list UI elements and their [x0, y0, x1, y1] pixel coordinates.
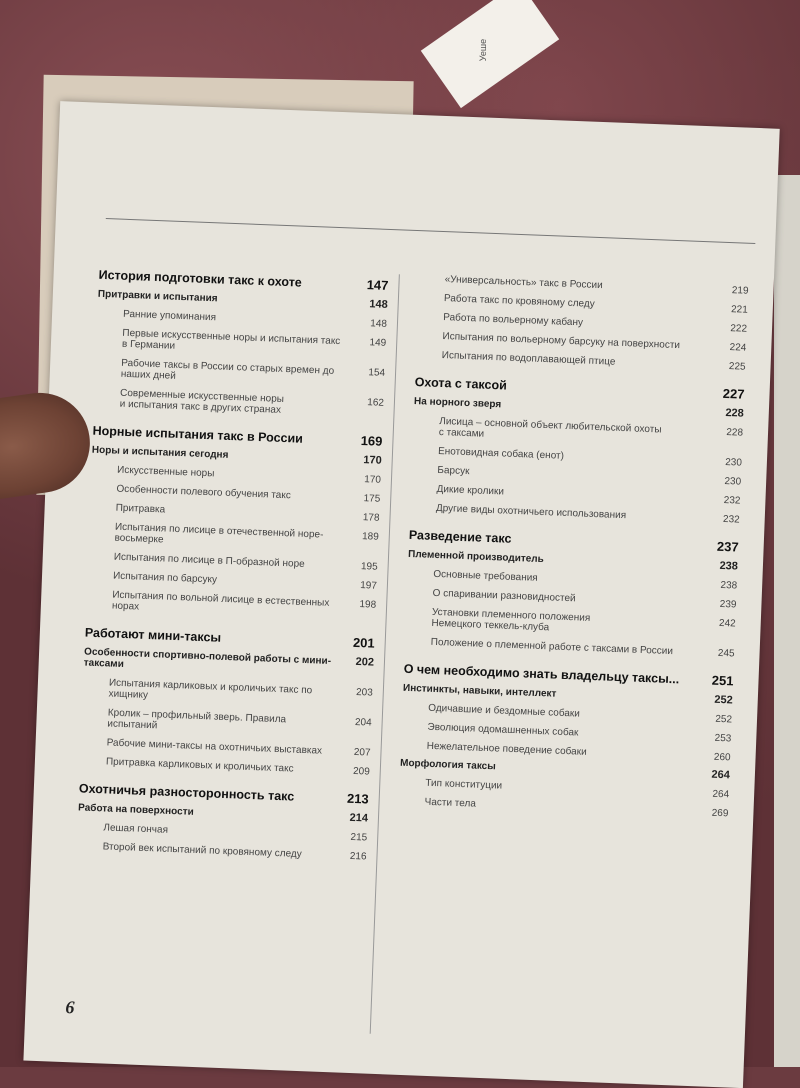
toc-entry [80, 736, 370, 758]
toc-entry-page: 178 [362, 512, 380, 524]
toc-entry-title: Рабочие таксы в России со старых времен до наших дней [120, 357, 335, 382]
toc-entry-title: Положение о племенной работе с таксами в России [430, 636, 674, 658]
toc-entry-page: 162 [367, 397, 385, 409]
toc-entry-page: 232 [722, 513, 740, 526]
toc-entry-title: Первые искусственные норы и испытания такс в Германии [121, 327, 341, 352]
toc-entry-page: 239 [719, 598, 737, 611]
toc-entry-page: 260 [713, 751, 731, 764]
toc-entry-page: 147 [366, 277, 389, 293]
toc-entry-page: 264 [712, 788, 730, 801]
toc-entry-page: 221 [730, 304, 748, 316]
toc-entry-page: 148 [370, 318, 388, 330]
toc-entry-title: «Универсальность» такс в России [444, 274, 603, 292]
toc-entry-page: 228 [726, 426, 744, 439]
page-number: 6 [65, 997, 75, 1018]
toc-entry [88, 521, 379, 554]
toc-entry-title: Испытания карликовых и кроличьих такс по хищнику [108, 677, 313, 701]
toc-entry-title: Племенной производитель [407, 548, 544, 566]
toc-entry-page: 230 [724, 456, 743, 469]
toc-entry-page: 215 [350, 831, 368, 844]
toc-entry-page: 154 [368, 367, 386, 379]
toc-entry [413, 415, 744, 450]
toc-entry-title: Дикие кролики [436, 483, 505, 498]
toc-entry-page: 175 [363, 493, 381, 505]
toc-entry [416, 349, 746, 373]
toc-entry [405, 606, 736, 641]
toc-entry [410, 502, 740, 526]
toc-entry [80, 755, 370, 777]
toc-entry [88, 551, 378, 573]
bookmark-text: Уеше [477, 38, 488, 62]
toc-entry-title: Тип конституции [425, 777, 503, 792]
toc-entry [93, 387, 384, 420]
toc-entry-page: 216 [349, 850, 367, 863]
toc-entry-page: 242 [718, 617, 736, 630]
toc-entry-page: 209 [352, 765, 370, 778]
toc-entry [76, 840, 366, 862]
toc-entry-title: Особенности полевого обучения такс [116, 483, 292, 502]
toc-entry-title: Второй век испытаний по кровяному следу [102, 841, 302, 861]
header-rule [106, 218, 756, 244]
toc-entry-page: 170 [364, 474, 382, 486]
toc-entry-page: 245 [717, 647, 735, 660]
toc-entry-title: Испытания по барсуку [112, 570, 218, 586]
toc-entry-page: 198 [359, 599, 377, 611]
toc-entry-title: Нежелательное поведение собаки [426, 740, 587, 758]
toc-entry-title: Ранние упоминания [122, 308, 217, 324]
toc-entry-title: Испытания по лисице в П-образной норе [113, 551, 305, 570]
toc-entry-page: 238 [719, 559, 739, 573]
toc-entry-page: 251 [711, 672, 734, 689]
toc-entry-page: 224 [729, 342, 747, 354]
toc-entry-page: 230 [724, 475, 742, 488]
toc-entry-page: 203 [355, 686, 373, 699]
toc-entry-title: Работа такс по кровяному следу [443, 293, 595, 310]
toc-entry-page: 222 [730, 323, 748, 335]
toc-entry-page: 148 [369, 298, 388, 311]
toc-entry-page: 213 [346, 790, 369, 807]
toc-entry [91, 464, 381, 486]
toc-entry-title: Части тела [424, 796, 477, 810]
toc-entry-page: 195 [360, 561, 378, 573]
toc-entry [81, 706, 372, 739]
book-page [23, 101, 779, 1088]
toc-left-column [76, 253, 389, 863]
toc-entry-title: Норы и испытания сегодня [91, 444, 229, 461]
toc-entry-page: 169 [360, 432, 383, 449]
toc-entry-title: Лешая гончая [103, 822, 169, 836]
next-page-edge [774, 175, 800, 1067]
toc-entry-page: 204 [354, 716, 372, 729]
toc-entry-title: Работают мини-таксы [84, 625, 222, 645]
toc-entry-title: Другие виды охотничьего использования [435, 502, 627, 522]
toc-entry-page: 225 [728, 361, 746, 373]
toc-entry-title: Основные требования [433, 568, 538, 584]
toc-entry [77, 821, 367, 843]
toc-entry-title: Кролик – профильный зверь. Правила испытаний [107, 707, 287, 732]
toc-entry-page: 252 [715, 713, 733, 726]
toc-entry-page: 227 [722, 385, 745, 402]
toc-entry [405, 636, 735, 660]
toc-entry-page: 252 [714, 693, 733, 707]
toc-entry-title: Искусственные норы [116, 464, 215, 480]
toc-entry-title: Разведение такс [408, 527, 512, 546]
toc-entry [96, 327, 387, 360]
toc-entry [97, 308, 387, 330]
toc-entry-page: 149 [369, 337, 387, 349]
toc-entry-title: Одичавшие и бездомные собаки [428, 702, 581, 720]
toc-entry-page: 253 [714, 732, 732, 745]
toc-entry-page: 237 [716, 538, 739, 555]
toc-entry-title: Норные испытания такс в России [92, 423, 304, 446]
toc-entry-page: 189 [361, 531, 379, 543]
toc-entry-page: 238 [720, 579, 738, 592]
toc-entry-title: Притравка [115, 502, 166, 516]
toc-entry-title: О чем необходимо знать владельцу таксы... [403, 661, 680, 687]
toc-entry-page: 201 [352, 634, 375, 651]
toc-entry [398, 796, 728, 820]
toc-entry-title: Современные искусственные норы и испытания такс в других странах [119, 387, 285, 416]
toc-entry-title: Охотничья разносторонность такс [78, 781, 295, 804]
toc-entry-title: Испытания по лисице в отечественной норе-восьмерке [114, 521, 324, 546]
toc-entry-page: 207 [353, 746, 371, 759]
toc-entry-page: 228 [725, 406, 745, 420]
toc-entry-title: Испытания по вольерному барсуку на поверхности [442, 331, 681, 352]
toc-entry [87, 570, 377, 592]
toc-entry-page: 219 [731, 285, 749, 297]
toc-entry-title: Охота с таксой [414, 375, 508, 393]
toc-entry-title: Установки племенного положения Немецкого теккель-клуба [431, 606, 591, 634]
toc-entry-title: Испытания по вольной лисице в естественных норах [111, 589, 330, 613]
toc-entry-title: Эволюция одомашненных собак [427, 721, 579, 739]
toc-entry-title: Инстинкты, навыки, интеллект [402, 682, 557, 700]
toc-entry-title: Лисица – основной объект любительской охоты с таксами [438, 415, 662, 440]
toc-entry-title: Особенности спортивно-полевой работы с мини-таксами [83, 646, 332, 671]
toc-entry-page: 202 [355, 655, 375, 669]
toc-entry [84, 646, 375, 680]
toc-right-column [398, 265, 749, 819]
toc-entry-title: Притравка карликовых и кроличьих такс [105, 756, 294, 775]
toc-entry [90, 483, 380, 505]
toc-entry-title: О спаривании разновидностей [432, 587, 576, 605]
toc-entry-page: 264 [711, 768, 731, 782]
toc-entry-page: 214 [349, 811, 369, 825]
toc-entry-title: Работа на поверхности [77, 802, 194, 818]
toc-entry-page: 170 [363, 454, 382, 467]
toc-entry-title: Барсук [437, 464, 470, 478]
toc-entry [86, 589, 377, 622]
toc-entry-title: Морфология таксы [399, 757, 496, 773]
toc-entry [82, 676, 373, 709]
toc-entry-title: Енотовидная собака (енот) [437, 445, 565, 462]
toc-entry [95, 357, 386, 390]
toc-entry-title: Испытания по водоплавающей птице [441, 350, 616, 368]
toc-entry [89, 502, 379, 524]
toc-entry-title: Работа по вольерному кабану [443, 312, 584, 329]
toc-entry-page: 232 [723, 494, 741, 507]
toc-entry-title: Рабочие мини-таксы на охотничьих выставках [106, 737, 323, 757]
toc-entry-page: 269 [711, 807, 729, 820]
toc-entry-title: История подготовки такс к охоте [98, 267, 303, 290]
toc-entry-title: На норного зверя [413, 395, 502, 411]
toc-entry-page: 197 [359, 580, 378, 592]
toc-entry-title: Притравки и испытания [97, 288, 218, 305]
